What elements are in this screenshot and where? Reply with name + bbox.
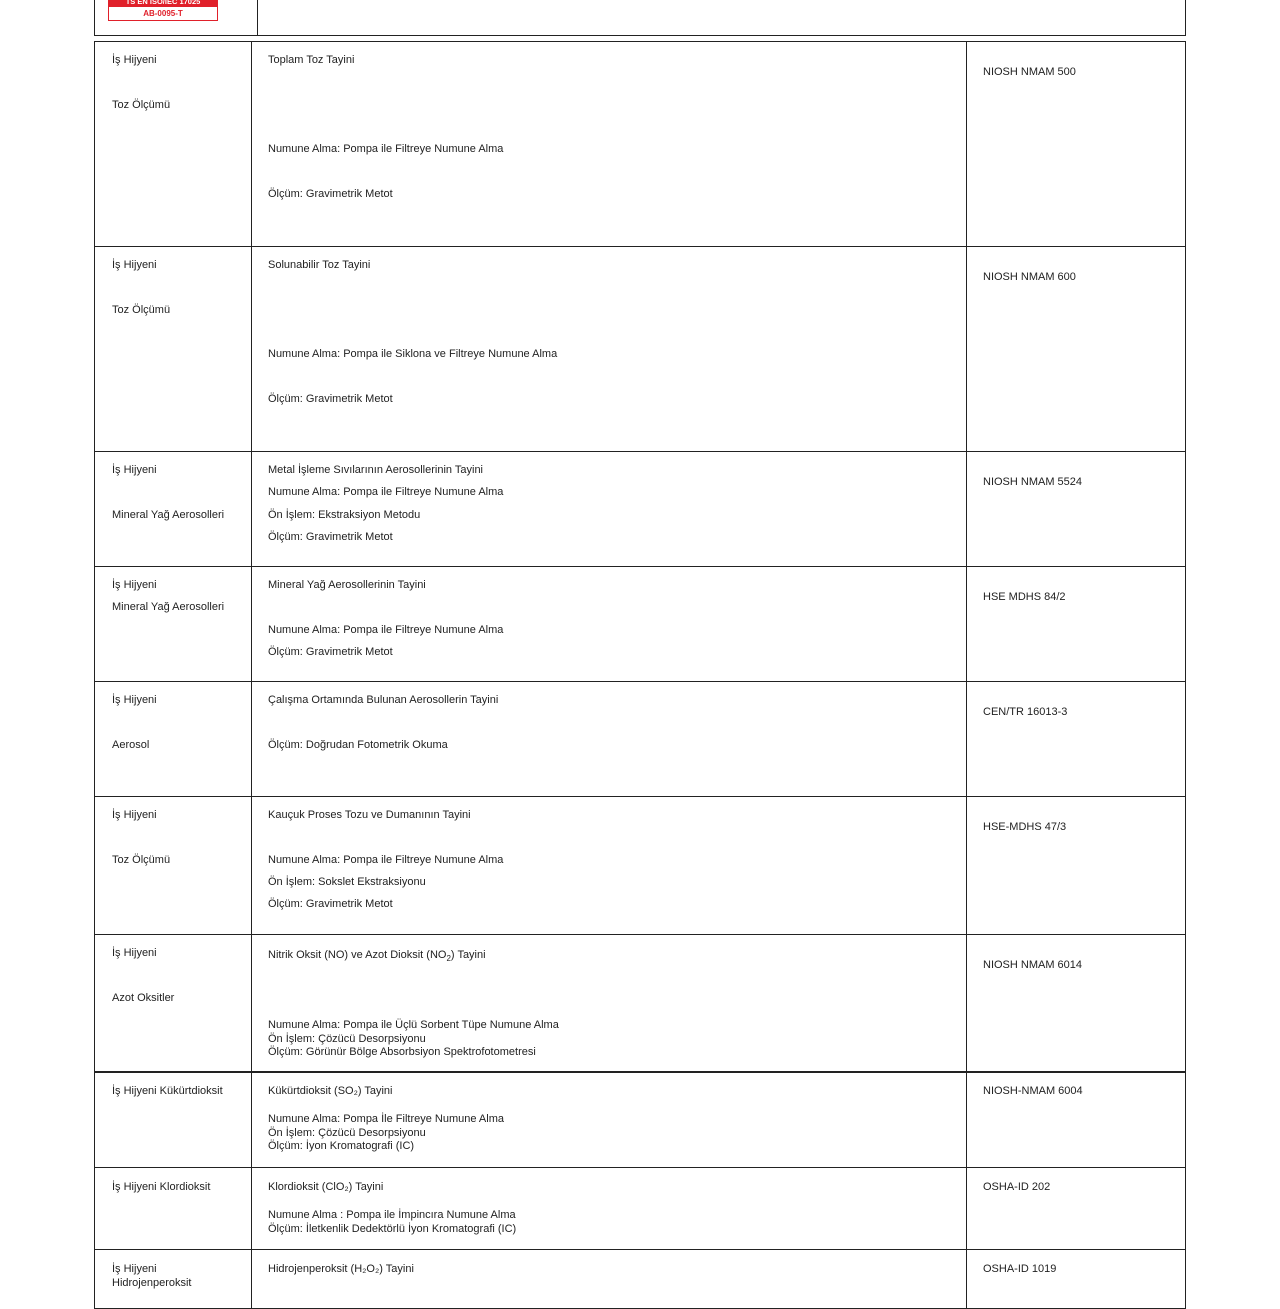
test-line: Numune Alma: Pompa İle Filtreye Numune Alma	[268, 1113, 504, 1125]
title-post: ) Tayini	[450, 949, 486, 961]
table-row	[94, 1167, 1186, 1250]
test-title: Kükürtdioksit (SO₂) Tayini	[268, 1085, 393, 1097]
method-label: NIOSH NMAM 500	[983, 66, 1076, 78]
subfield-label: Aerosol	[112, 739, 150, 751]
field-cell	[95, 1250, 252, 1308]
table-row	[94, 1249, 1186, 1309]
field-label: İş Hijyeni	[112, 259, 157, 271]
method-cell	[966, 567, 1185, 681]
subfield-label: Hidrojenperoksit	[112, 1277, 192, 1289]
test-line: Ölçüm: Gravimetrik Metot	[268, 188, 393, 200]
field-label: İş Hijyeni	[112, 464, 157, 476]
field-label: İş Hijyeni	[112, 694, 157, 706]
table-row	[94, 681, 1186, 797]
accreditation-logo	[108, 0, 218, 21]
field-cell	[95, 247, 252, 451]
test-line: Numune Alma : Pompa ile İmpincıra Numune Alma	[268, 1209, 516, 1221]
field-cell	[95, 567, 252, 681]
test-line: Ölçüm: Görünür Bölge Absorbsiyon Spektrofotometresi	[268, 1046, 536, 1058]
field-label: İş Hijyeni	[112, 54, 157, 66]
method-label: HSE MDHS 84/2	[983, 591, 1066, 603]
method-label: NIOSH-NMAM 6004	[983, 1085, 1083, 1097]
test-cell	[251, 682, 967, 796]
method-cell	[966, 797, 1185, 934]
table-row	[94, 246, 1186, 452]
test-cell	[251, 567, 967, 681]
field-label: İş Hijyeni	[112, 947, 157, 959]
method-label: OSHA-ID 202	[983, 1181, 1051, 1193]
test-cell	[251, 1250, 967, 1308]
method-cell	[966, 1168, 1185, 1249]
test-cell	[251, 1072, 967, 1167]
test-title: Çalışma Ortamında Bulunan Aerosollerin Tayini	[268, 694, 499, 706]
test-title: Kauçuk Proses Tozu ve Dumanının Tayini	[268, 809, 471, 821]
test-line: Ölçüm: Gravimetrik Metot	[268, 898, 393, 910]
test-cell	[251, 935, 967, 1072]
test-title: Klordioksit (ClO₂) Tayini	[268, 1181, 384, 1193]
table-row	[94, 566, 1186, 682]
method-cell	[966, 42, 1185, 246]
header-divider	[257, 0, 258, 35]
field-label: İş Hijyeni Klordioksit	[112, 1181, 211, 1193]
method-label: NIOSH NMAM 600	[983, 271, 1076, 283]
test-line: Ölçüm: Doğrudan Fotometrik Okuma	[268, 739, 448, 751]
subfield-label: Toz Ölçümü	[112, 854, 171, 866]
test-line: Numune Alma: Pompa ile Filtreye Numune Alma	[268, 624, 504, 636]
test-cell	[251, 797, 967, 934]
subfield-label: Toz Ölçümü	[112, 304, 171, 316]
method-cell	[966, 682, 1185, 796]
field-label: İş Hijyeni	[112, 809, 157, 821]
logo-standard-text: TS EN ISO/IEC 17025	[109, 0, 217, 7]
method-cell	[966, 452, 1185, 566]
logo-code-text: AB-0095-T	[143, 9, 183, 18]
document-header	[94, 0, 1186, 36]
table-row	[94, 934, 1186, 1073]
field-cell	[95, 682, 252, 796]
field-label: İş Hijyeni	[112, 1263, 157, 1275]
method-label: NIOSH NMAM 6014	[983, 959, 1083, 971]
test-title: Mineral Yağ Aerosollerinin Tayini	[268, 579, 426, 591]
field-label: İş Hijyeni	[112, 579, 157, 591]
title-subscript: 2	[446, 954, 451, 964]
field-cell	[95, 42, 252, 246]
test-line: Numune Alma: Pompa ile Filtreye Numune Alma	[268, 486, 504, 498]
test-title: Toplam Toz Tayini	[268, 54, 355, 66]
test-line: Numune Alma: Pompa ile Filtreye Numune Alma	[268, 854, 504, 866]
method-cell	[966, 247, 1185, 451]
test-line: Numune Alma: Pompa ile Siklona ve Filtreye Numune Alma	[268, 348, 558, 360]
test-line: Numune Alma: Pompa ile Üçlü Sorbent Tüpe Numune Alma	[268, 1019, 559, 1031]
test-cell	[251, 42, 967, 246]
field-cell	[95, 1168, 252, 1249]
test-line: Ölçüm: Gravimetrik Metot	[268, 646, 393, 658]
test-line: Ölçüm: Gravimetrik Metot	[268, 393, 393, 405]
test-title: Solunabilir Toz Tayini	[268, 259, 371, 271]
subfield-label: Azot Oksitler	[112, 992, 175, 1004]
field-cell	[95, 452, 252, 566]
test-line: Ölçüm: Gravimetrik Metot	[268, 531, 393, 543]
subfield-label: Mineral Yağ Aerosolleri	[112, 509, 225, 521]
field-cell	[95, 935, 252, 1072]
table-row	[94, 1071, 1186, 1168]
table-row	[94, 796, 1186, 935]
test-title	[268, 949, 486, 965]
test-line: Numune Alma: Pompa ile Filtreye Numune Alma	[268, 143, 504, 155]
field-label: İş Hijyeni Kükürtdioksit	[112, 1085, 223, 1097]
test-line: Ölçüm: İletkenlik Dedektörlü İyon Kromatografi (IC)	[268, 1223, 517, 1235]
test-title: Metal İşleme Sıvılarının Aerosollerinin Tayini	[268, 464, 484, 476]
test-line: Ön İşlem: Çözücü Desorpsiyonu	[268, 1033, 426, 1045]
method-label: HSE-MDHS 47/3	[983, 821, 1067, 833]
method-cell	[966, 1072, 1185, 1167]
test-cell	[251, 247, 967, 451]
method-cell	[966, 1250, 1185, 1308]
test-line: Ön İşlem: Çözücü Desorpsiyonu	[268, 1127, 426, 1139]
table-row	[94, 451, 1186, 567]
title-pre: Nitrik Oksit (NO) ve Azot Dioksit (NO	[268, 949, 447, 961]
method-label: NIOSH NMAM 5524	[983, 476, 1083, 488]
field-cell	[95, 797, 252, 934]
test-line: Ön İşlem: Sokslet Ekstraksiyonu	[268, 876, 426, 888]
table-row	[94, 41, 1186, 247]
subfield-label: Mineral Yağ Aerosolleri	[112, 601, 225, 613]
test-line: Ön İşlem: Ekstraksiyon Metodu	[268, 509, 421, 521]
test-cell	[251, 1168, 967, 1249]
field-cell	[95, 1072, 252, 1167]
test-line: Ölçüm: İyon Kromatografi (IC)	[268, 1140, 415, 1152]
test-title: Hidrojenperoksit (H₂O₂) Tayini	[268, 1263, 414, 1275]
test-cell	[251, 452, 967, 566]
subfield-label: Toz Ölçümü	[112, 99, 171, 111]
method-cell	[966, 935, 1185, 1072]
method-label: OSHA-ID 1019	[983, 1263, 1057, 1275]
method-label: CEN/TR 16013-3	[983, 706, 1068, 718]
